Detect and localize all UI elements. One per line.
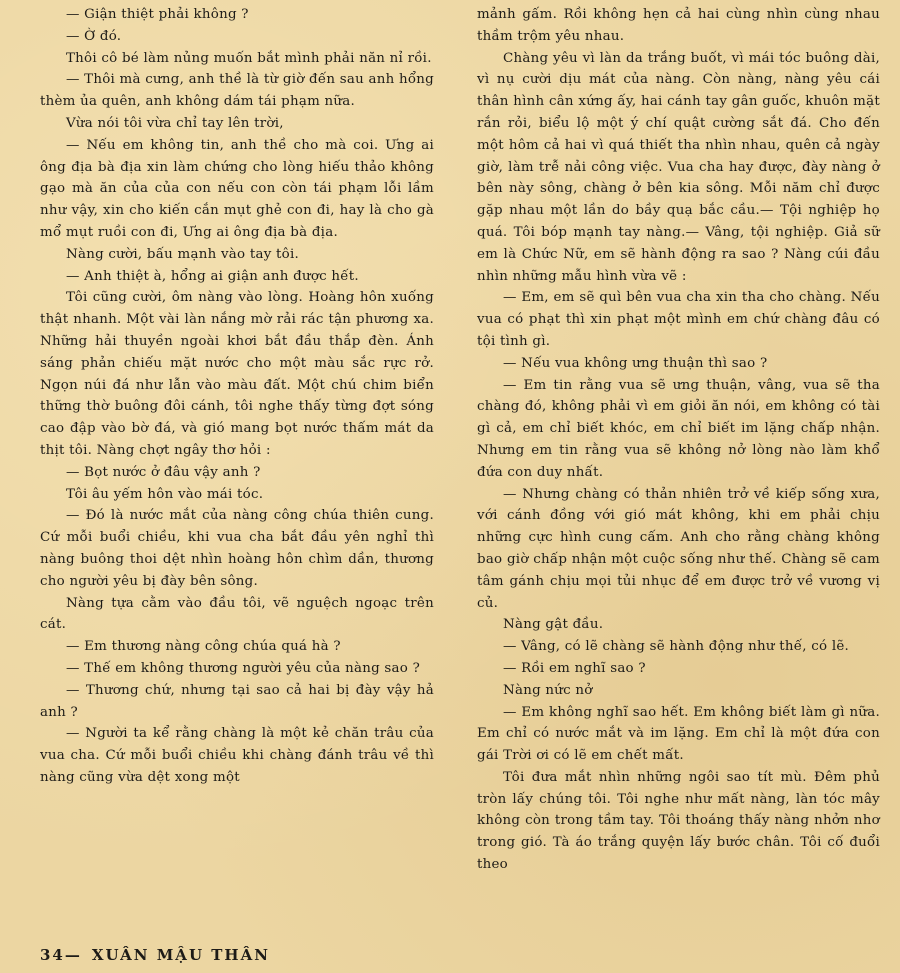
right-text-column bbox=[477, 4, 880, 876]
paragraph: — Em tin rằng vua sẽ ưng thuận, vâng, vua sẽ tha chàng đó, không phải vì em giỏi ăn nói, em không có tài gì cả, em chỉ biết khóc, em chỉ biết im lặng chấp nhận. Nhưng em tin rằng vua sẽ không nở lòng nào làm khổ đứa con duy nhất. bbox=[477, 377, 880, 480]
paragraph: — Nếu em không tin, anh thề cho mà coi. Ưng ai ông địa bà địa xin làm chứng cho lòng hiếu thảo không gạo mà ăn của của con nếu con còn tái phạm lỗi lầm như vậy, xin cho kiến cắn mụt ghẻ con đi, hay là cho gà mổ mụt ruồi con đi, Ưng ai ông địa bà địa. bbox=[40, 137, 434, 240]
paragraph: Nàng nức nở bbox=[503, 682, 593, 698]
paragraph: Nàng cười, bấu mạnh vào tay tôi. bbox=[66, 246, 300, 262]
paragraph: — Em không nghĩ sao hết. Em không biết làm gì nữa. Em chỉ có nước mắt và im lặng. Em chỉ là một đứa con gái Trời ơi có lẽ em chết mất. bbox=[477, 704, 880, 764]
paragraph: Nàng tựa cằm vào đầu tôi, vẽ nguệch ngoạc trên cát. bbox=[40, 595, 434, 633]
paragraph: — Em, em sẽ quì bên vua cha xin tha cho chàng. Nếu vua có phạt thì xin phạt một mình em chứ chàng đâu có tội tình gì. bbox=[477, 290, 880, 349]
page-number: 34— bbox=[40, 946, 82, 964]
paragraph: — Nếu vua không ưng thuận thì sao ? bbox=[503, 355, 768, 371]
paragraph: — Thế em không thương người yêu của nàng sao ? bbox=[66, 660, 421, 676]
paragraph: Thôi cô bé làm nủng muốn bắt mình phải năn nỉ rồi. bbox=[66, 50, 432, 66]
paragraph: Tôi đưa mắt nhìn những ngôi sao tít mù. Đêm phủ tròn lấy chúng tôi. Tôi nghe như mất nàng, làn tóc mây không còn trong tầm tay. Tôi thoáng thấy nàng nhởn nhơ trong gió. Tà áo trắng quyện lấy bước chân. Tôi cố đuổi theo bbox=[477, 769, 880, 873]
paragraph: Tôi cũng cười, ôm nàng vào lòng. Hoàng hôn xuống thật nhanh. Một vài làn nắng mờ rải rác tận phương xa. Những hải thuyền ngoài khơi bắt đầu thắp đèn. Ánh sáng phản chiếu mặt nước cho một màu sắc rực rở. Ngọn núi đá như lẫn vào màu đất. Một chú chim biển thững thờ buông đôi cánh, tôi nghe thấy từng đợt sóng cao đập vào bờ đá, và gió mang bọt nước thấm mát da thịt tôi. Nàng chợt ngây thơ hỏi : bbox=[40, 290, 434, 458]
publication-title: XUÂN MẬU THÂN bbox=[91, 946, 270, 964]
paragraph: Chàng yêu vì làn da trắng buốt, vì mái tóc buông dài, vì nụ cười dịu mát của nàng. Còn nàng, nàng yêu cái thân hình cân xứng ấy, hai cánh tay gân guốc, khuôn mặt rắn rỏi, biểu lộ một ý chí quật cường sắt đá. Cho đến một hôm cả hai vì quá thiết tha nhìn nhau, quên cả ngày giờ, làm trễ nải công việc. Vua cha hay được, đày nàng ở bên này sông, chàng ở bên kia sông. Mỗi năm chỉ được gặp nhau một lần do bầy quạ bắc cầu.— Tội nghiệp họ quá. Tôi bóp mạnh tay nàng.— Vâng, tội nghiệp. Giả sữ em là Chức Nữ, em sẽ hành động ra sao ? Nàng cúi đầu nhìn những mẫu hình vừa vẽ : bbox=[477, 50, 880, 284]
paragraph: — Vâng, có lẽ chàng sẽ hành động như thế, có lẽ. bbox=[503, 639, 850, 655]
paragraph: — Ờ đó. bbox=[66, 28, 122, 44]
paragraph-continuation: mảnh gấm. Rồi không hẹn cả hai cùng nhìn cùng nhau thầm trộm yêu nhau. bbox=[477, 7, 880, 44]
paragraph: — Thương chứ, nhưng tại sao cả hai bị đày vậy hả anh ? bbox=[40, 682, 434, 720]
paragraph: — Đó là nước mắt của nàng công chúa thiên cung. Cứ mỗi buổi chiều, khi vua cha bắt đầu yên nghỉ thì nàng buông thoi dệt nhìn hoàng hôn chìm dần, thương cho người yêu bị đày bên sông. bbox=[40, 508, 434, 589]
paragraph: Nàng gật đầu. bbox=[503, 617, 604, 633]
paragraph: Vừa nói tôi vừa chỉ tay lên trời, bbox=[66, 115, 284, 131]
paragraph: — Anh thiệt à, hổng ai giận anh được hết. bbox=[66, 268, 359, 284]
paragraph: — Em thương nàng công chúa quá hà ? bbox=[66, 639, 341, 655]
paragraph: — Người ta kể rằng chàng là một kẻ chăn trâu của vua cha. Cứ mỗi buổi chiều khi chàng đánh trâu về thì nàng cũng vừa dệt xong một bbox=[40, 726, 434, 785]
paragraph: — Nhưng chàng có thản nhiên trở về kiếp sống xưa, với cánh đồng với gió mát không, khi em phải chịu những cực hình cung cấm. Anh cho rằng chàng không bao giờ chấp nhận một cuộc sống như thế. Chàng sẽ cam tâm gánh chịu mọi tủi nhục để em được trở về vương vị củ. bbox=[477, 486, 880, 611]
paragraph: — Bọt nước ở đâu vậy anh ? bbox=[66, 464, 261, 480]
paragraph: Tôi âu yếm hôn vào mái tóc. bbox=[66, 486, 264, 502]
paragraph: — Thôi mà cưng, anh thề là từ giờ đến sau anh hổng thèm ủa quên, anh không dám tái phạm nữa. bbox=[40, 72, 434, 110]
paragraph: — Rồi em nghĩ sao ? bbox=[503, 660, 646, 676]
paragraph: — Giận thiệt phải không ? bbox=[66, 7, 249, 22]
page-footer bbox=[40, 946, 280, 964]
left-text-column bbox=[40, 4, 434, 789]
